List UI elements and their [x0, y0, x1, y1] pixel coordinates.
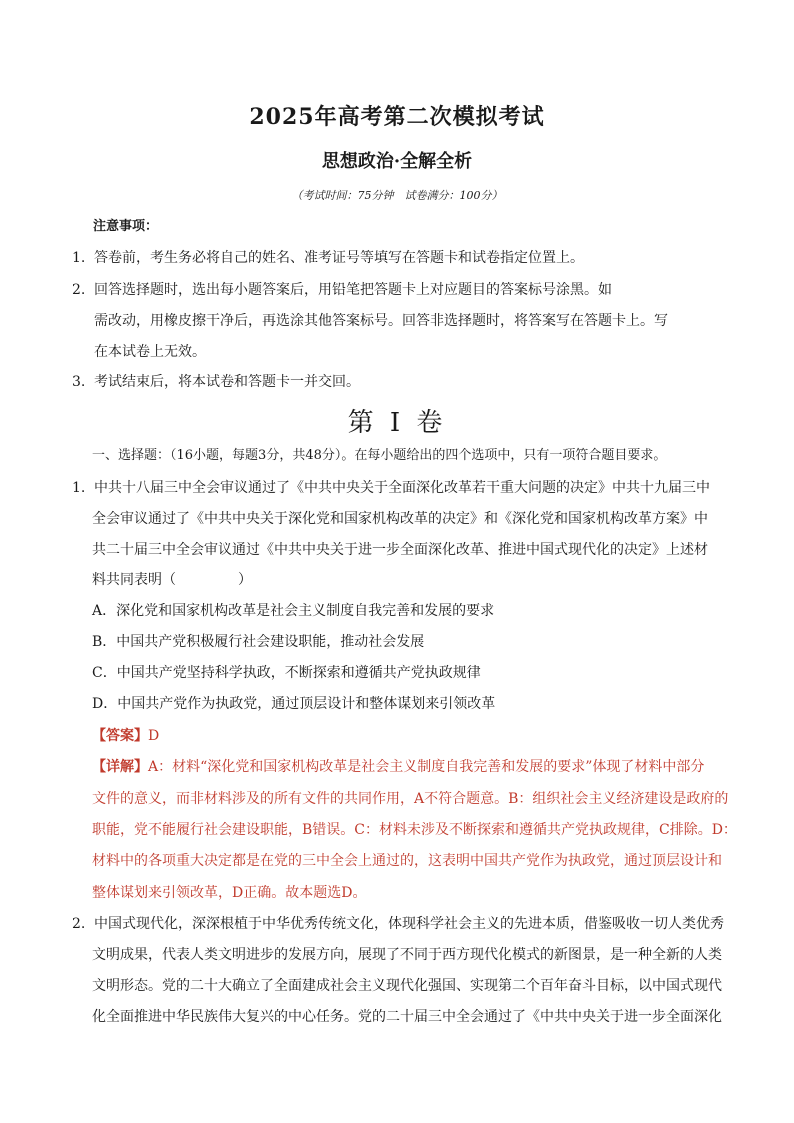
exam-title: 2025年高考第二次模拟考试: [249, 104, 545, 130]
notice-num: 3.: [72, 374, 86, 390]
notice-text: 回答选择题时，选出每小题答案后，用铅笔把答题卡上对应题目的答案标号涂黑。如: [94, 282, 612, 298]
answer-label: 【答案】: [92, 728, 148, 744]
explain-label: 【详解】: [92, 759, 148, 775]
question-stem: 中国式现代化，深深根植于中华优秀传统文化，体现科学社会主义的先进本质，借鉴吸收一切人类优秀: [94, 916, 724, 932]
option-d: D．中国共产党作为执政党，通过顶层设计和整体谋划来引领改革: [92, 696, 496, 712]
question-number: 1.: [72, 480, 86, 496]
exam-time-info: （考试时间：75分钟 试卷满分：100分）: [291, 189, 503, 202]
section-title: 第 I 卷: [347, 408, 447, 438]
option-a: A．深化党和国家机构改革是社会主义制度自我完善和发展的要求: [92, 603, 495, 619]
option-c: C．中国共产党坚持科学执政，不断探索和遵循共产党执政规律: [92, 665, 481, 681]
explain-text: 材料中的各项重大决定都是在党的三中全会上通过的，这表明中国共产党作为执政党，通过顶层设计和: [92, 853, 722, 869]
notice-text: 在本试卷上无效。: [94, 344, 206, 360]
exam-subtitle: 思想政治·全解全析: [321, 151, 473, 172]
notice-item-3: [72, 373, 360, 391]
notice-heading: 注意事项：: [93, 219, 159, 234]
question-stem: 全会审议通过了《中共中央关于深化党和国家机构改革的决定》和《深化党和国家机构改革方案》中: [92, 511, 708, 527]
notice-num: 1.: [72, 250, 86, 266]
explain-text: 职能，党不能履行社会建设职能，B错误。C：材料未涉及不断探索和遵循共产党执政规律，C排除。D：: [92, 822, 737, 838]
explain-text: 整体谋划来引领改革，D正确。故本题选D。: [92, 885, 367, 901]
notice-text: 考试结束后，将本试卷和答题卡一并交回。: [94, 374, 360, 390]
answer-line: [92, 727, 159, 745]
question-stem: 文明形态。党的二十大确立了全面建成社会主义现代化强国、实现第二个百年奋斗目标，以中国式现代: [92, 978, 722, 994]
question-stem: 共二十届三中全会审议通过《中共中央关于进一步全面深化改革、推进中国式现代化的决定》上述材: [92, 542, 708, 558]
notice-item-1: [72, 249, 584, 267]
explain-text: 文件的意义，而非材料涉及的所有文件的共同作用，A不符合题意。B：组织社会主义经济建设是政府的: [92, 791, 729, 807]
question-stem-close: ）: [238, 572, 252, 588]
question-number: 2.: [72, 916, 86, 932]
question-stem: 化全面推进中华民族伟大复兴的中心任务。党的二十届三中全会通过了《中共中央关于进一步全面深化: [92, 1009, 722, 1025]
question-1-line: [72, 479, 710, 497]
choice-instruction: 一、选择题：（16小题，每题3分，共48分）。在每小题给出的四个选项中，只有一项符合题目要求。: [92, 448, 667, 463]
notice-text: 答卷前，考生务必将自己的姓名、准考证号等填写在答题卡和试卷指定位置上。: [94, 250, 584, 266]
question-stem: 中共十八届三中全会审议通过了《中共中央关于全面深化改革若干重大问题的决定》中共十九届三中: [94, 480, 710, 496]
question-stem: 料共同表明（: [92, 572, 176, 588]
question-stem-last: [92, 571, 252, 589]
answer-value: D: [148, 728, 160, 744]
notice-item-2: [72, 281, 612, 299]
notice-text: 需改动，用橡皮擦干净后，再选涂其他答案标号。回答非选择题时，将答案写在答题卡上。写: [94, 313, 668, 329]
notice-num: 2.: [72, 282, 86, 298]
question-2-line: [72, 915, 724, 933]
question-stem: 文明成果，代表人类文明进步的发展方向，展现了不同于西方现代化模式的新图景，是一种全新的人类: [92, 947, 722, 963]
option-b: B．中国共产党积极履行社会建设职能，推动社会发展: [92, 634, 425, 650]
explain-line: [92, 758, 704, 776]
explain-text: A：材料“深化党和国家机构改革是社会主义制度自我完善和发展的要求”体现了材料中部分: [148, 759, 705, 775]
